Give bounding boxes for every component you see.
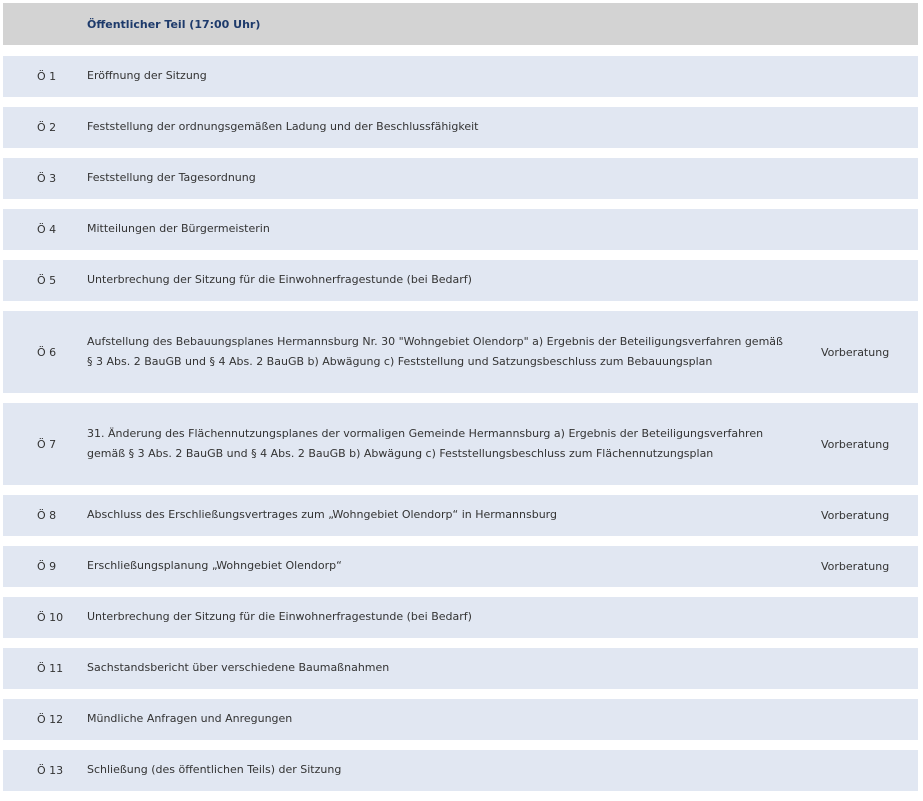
item-title: Eröffnung der Sitzung [87, 69, 207, 83]
item-title: Unterbrechung der Sitzung für die Einwohnerfragestunde (bei Bedarf) [87, 610, 472, 624]
agenda-item [3, 546, 918, 587]
agenda-item [3, 311, 918, 393]
item-number: Ö 5 [37, 274, 57, 287]
agenda-item [3, 699, 918, 740]
item-number: Ö 12 [37, 713, 64, 726]
item-number: Ö 4 [37, 223, 57, 236]
item-title: Sachstandsbericht über verschiedene Baumaßnahmen [87, 661, 390, 675]
agenda-item [3, 260, 918, 301]
item-title: Abschluss des Erschließungsvertrages zum „Wohngebiet Olendorp“ in Hermannsburg [87, 508, 557, 522]
item-status: Vorberatung [821, 345, 890, 359]
item-number: Ö 7 [37, 437, 57, 451]
item-status: Vorberatung [821, 437, 890, 451]
section-title: Öffentlicher Teil (17:00 Uhr) [87, 17, 261, 31]
item-status: Vorberatung [821, 509, 890, 522]
item-title: Erschließungsplanung „Wohngebiet Olendorp“ [87, 559, 342, 573]
agenda-item [3, 56, 918, 97]
agenda-item [3, 648, 918, 689]
item-number: Ö 1 [37, 70, 57, 83]
item-number: Ö 13 [37, 764, 64, 777]
item-status: Vorberatung [821, 560, 890, 573]
agenda-item [3, 495, 918, 536]
item-title: Aufstellung des Bebauungsplanes Hermannsburg Nr. 30 "Wohngebiet Olendorp" a) Ergebnis der Beteiligungsverfahren gemäß § 3 Abs. 2 BauGB und § 4 Abs. 2 BauGB b) Abwägung c) Feststellung und Satzungsbeschluss zum Bebauungsplan [87, 334, 783, 368]
item-number: Ö 2 [37, 121, 57, 134]
item-title: Feststellung der ordnungsgemäßen Ladung und der Beschlussfähigkeit [87, 120, 479, 134]
agenda-item [3, 209, 918, 250]
agenda-section-header [3, 3, 918, 45]
item-number: Ö 3 [37, 172, 57, 185]
item-number: Ö 9 [37, 560, 57, 573]
item-title: Mitteilungen der Bürgermeisterin [87, 222, 270, 236]
agenda-item [3, 597, 918, 638]
item-title: Unterbrechung der Sitzung für die Einwohnerfragestunde (bei Bedarf) [87, 273, 472, 287]
item-number: Ö 10 [37, 611, 64, 624]
item-title: Schließung (des öffentlichen Teils) der Sitzung [87, 763, 342, 777]
agenda-item [3, 107, 918, 148]
item-number: Ö 8 [37, 509, 57, 522]
agenda-item [3, 403, 918, 485]
agenda-item [3, 750, 918, 791]
item-number: Ö 11 [37, 662, 64, 675]
agenda-item [3, 158, 918, 199]
item-title: Feststellung der Tagesordnung [87, 171, 256, 185]
item-number: Ö 6 [37, 345, 57, 359]
agenda-table [3, 3, 918, 801]
item-title: Mündliche Anfragen und Anregungen [87, 712, 293, 726]
item-title: 31. Änderung des Flächennutzungsplanes der vormaligen Gemeinde Hermannsburg a) Ergebnis der Beteiligungsverfahren gemäß § 3 Abs. 2 BauGB und § 4 Abs. 2 BauGB b) Abwägung c) Feststellungsbeschluss zum Flächennutzungsplan [87, 426, 764, 460]
